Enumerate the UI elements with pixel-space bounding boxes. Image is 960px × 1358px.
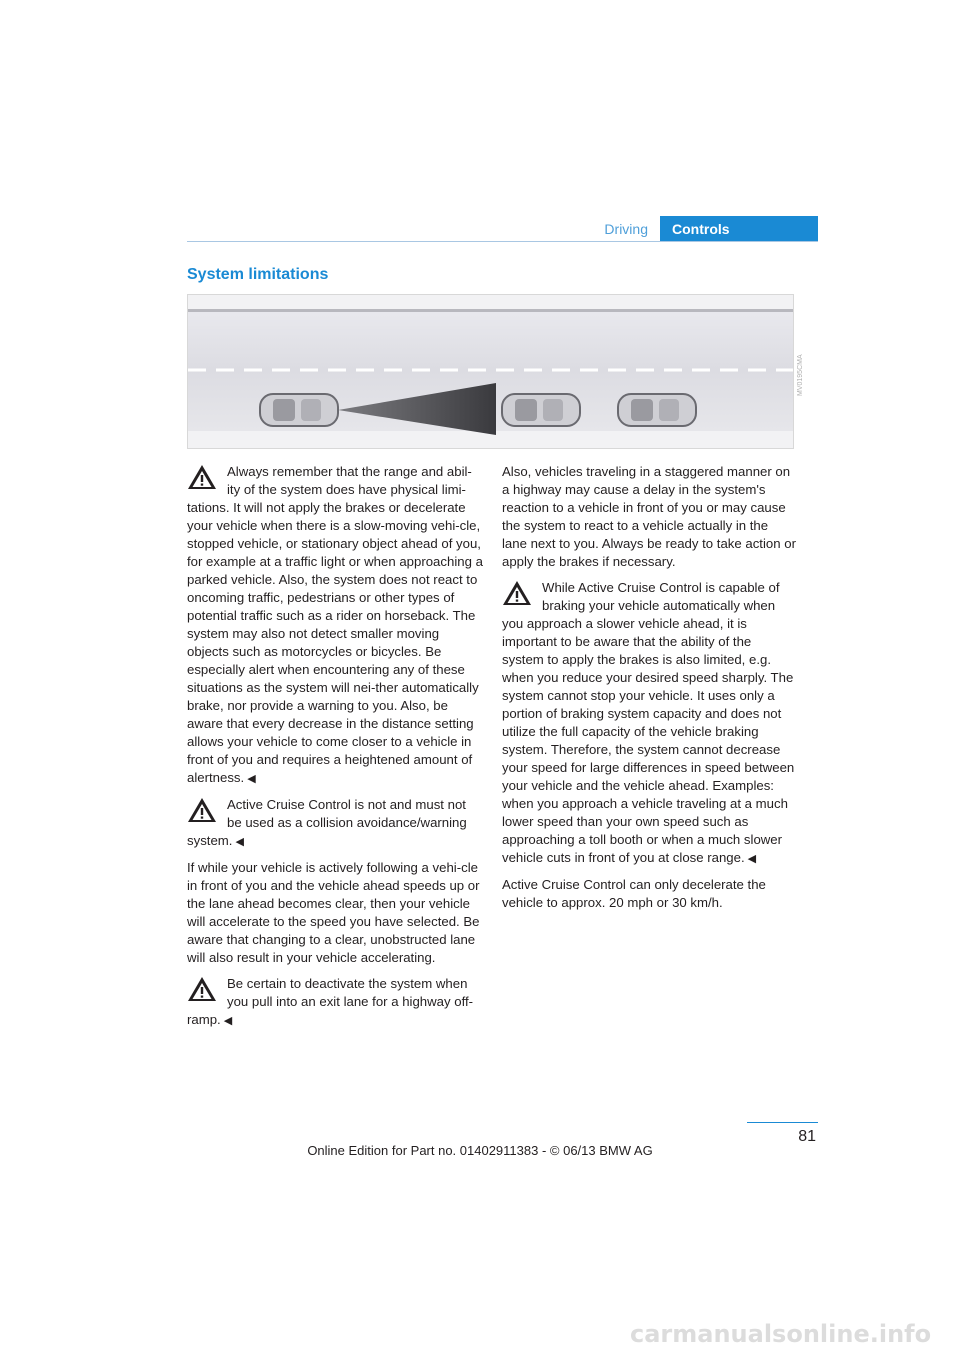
warning-text-first-lines: Always remember that the range and abil-ity of the system does have physical limi- xyxy=(227,464,472,497)
right-column xyxy=(502,463,796,920)
illustration-code: MV0195CMA xyxy=(797,354,804,396)
warning-text: system. xyxy=(187,833,233,848)
end-mark-icon: ◀ xyxy=(247,773,256,785)
road-diagram xyxy=(188,295,793,448)
header-chapter-tab: Controls xyxy=(660,216,818,242)
edition-notice: Online Edition for Part no. 01402911383 - © 06/13 BMW AG xyxy=(307,1143,653,1158)
own-vehicle xyxy=(260,394,338,426)
warning-text-first-lines: Active Cruise Control is not and must not be used as a collision avoidance/warning xyxy=(227,797,467,830)
end-mark-icon: ◀ xyxy=(747,853,757,865)
body-paragraph: If while your vehicle is actively following a vehi-cle in front of you and the vehicle ahead speeds up or the lane ahead becomes clear, then your vehicle will accelerate to the speed you have selected. Be aware that changing to a clear, unobstructed lane will also result in your vehicle accelerating. xyxy=(187,860,480,965)
end-mark-icon: ◀ xyxy=(223,1015,233,1027)
warning-text-first-lines: Be certain to deactivate the system when you pull into an exit lane for a highway off- xyxy=(227,976,474,1009)
warning-triangle-icon xyxy=(187,797,217,823)
header-section-label: Driving xyxy=(604,221,648,237)
vehicle-far-ahead xyxy=(618,394,696,426)
end-mark-icon: ◀ xyxy=(235,836,244,848)
warning-block xyxy=(187,796,483,851)
site-watermark: carmanualsonline.info xyxy=(630,1320,932,1348)
warning-text: you approach a slower vehicle ahead, it is important to be aware that the ability of the system to apply the brakes is also limited, e.g. when you reduce your desired speed sharply. The system cannot stop your vehicle. It uses only a portion of braking system capacity and does not utilize the full capacity of the vehicle braking system. Therefore, the system cannot decrease your speed for large differences in speed between your vehicle and the vehicle ahead. Examples: when you approach a vehicle traveling at a much lower speed than your own speed such as approaching a toll booth or when a much slower vehicle cuts in front of you at close range. xyxy=(502,616,795,865)
warning-text: tations. It will not apply the brakes or decelerate your vehicle when there is a slow-moving vehi-cle, stopped vehicle, or stationary object ahead of you, for example at a traffic light or when approaching a parked vehicle. Also, the system does not react to oncoming traffic, pedestrians or other types of potential traffic such as a rider on horseback. The system may also not detect smaller moving objects such as motorcycles or bicycles. Be especially alert when encountering any of these situations as the system will nei-ther automatically brake, nor provide a warning to you. Also, be aware that every decrease in the distance setting allows your vehicle to come closer to a vehicle in front of you and requires a heightened amount of alertness. xyxy=(187,500,483,785)
warning-triangle-icon xyxy=(502,580,532,606)
left-column xyxy=(187,463,483,1038)
warning-block xyxy=(502,579,796,868)
warning-block xyxy=(187,463,483,788)
section-title: System limitations xyxy=(187,266,329,283)
warning-text-first-lines: While Active Cruise Control is capable of braking your vehicle automatically when xyxy=(542,580,780,613)
road-edge-top xyxy=(188,309,793,312)
acc-limitations-illustration xyxy=(187,294,794,449)
body-paragraph: Also, vehicles traveling in a staggered manner on a highway may cause a delay in the system's reaction to a vehicle in front of you or may cause the system to react to a vehicle actually in the lane next to you. Always be ready to take action or apply the brakes if necessary. xyxy=(502,464,796,569)
header-divider xyxy=(187,241,818,242)
footer-divider xyxy=(747,1122,818,1123)
warning-triangle-icon xyxy=(187,976,217,1002)
warning-text: ramp. xyxy=(187,1012,221,1027)
page-number: 81 xyxy=(798,1128,816,1145)
vehicle-ahead xyxy=(502,394,580,426)
warning-block xyxy=(187,975,483,1030)
warning-triangle-icon xyxy=(187,464,217,490)
body-paragraph: Active Cruise Control can only decelerate the vehicle to approx. 20 mph or 30 km/h. xyxy=(502,877,766,910)
